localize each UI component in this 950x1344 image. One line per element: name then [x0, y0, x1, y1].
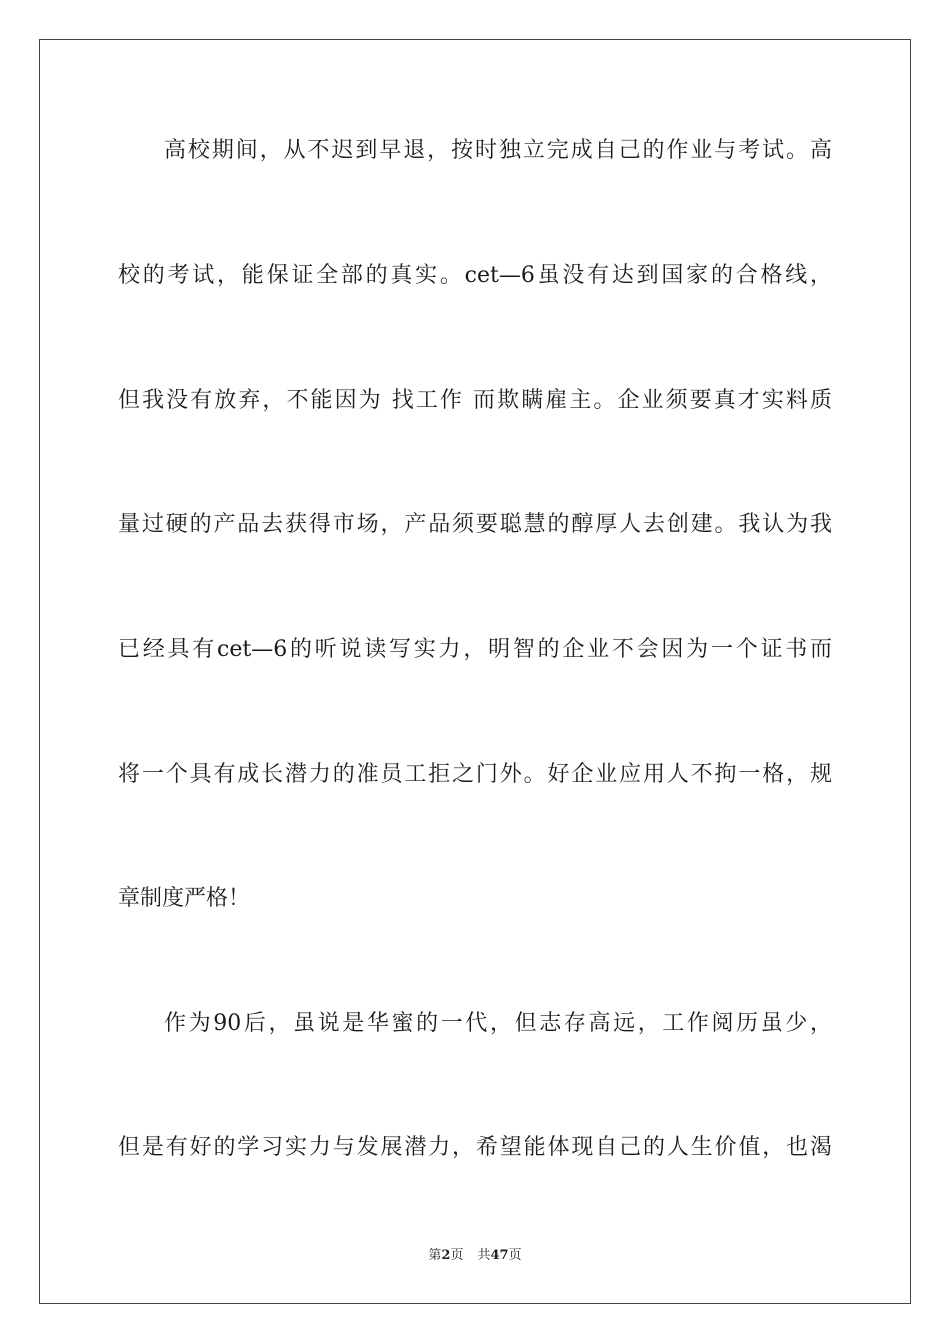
page-footer — [0, 1246, 950, 1266]
body-text-line: 章制度严格！ — [118, 886, 251, 911]
body-text-line: 高校期间，从不迟到早退，按时独立完成自己的作业与考试。高 — [164, 138, 832, 163]
body-text-line: 校的考试，能保证全部的真实。cet—6虽没有达到国家的合格线， — [118, 263, 832, 288]
total-pages: 47 — [490, 1248, 509, 1263]
body-text-line: 作为90后，虽说是华蜜的一代，但志存高远，工作阅历虽少， — [164, 1011, 832, 1036]
page-suffix: 页 — [450, 1248, 464, 1263]
total-suffix: 页 — [508, 1248, 522, 1263]
body-text-line: 将一个具有成长潜力的准员工拒之门外。好企业应用人不拘一格，规 — [118, 762, 832, 787]
body-text-line: 已经具有cet—6的听说读写实力，明智的企业不会因为一个证书而 — [118, 637, 832, 662]
total-prefix: 共 — [477, 1248, 491, 1263]
page-number: 2 — [441, 1248, 451, 1263]
body-text-line: 但是有好的学习实力与发展潜力，希望能体现自己的人生价值，也渴 — [118, 1135, 832, 1160]
page-prefix: 第 — [428, 1248, 442, 1263]
page-border — [39, 39, 911, 1304]
body-text-line: 但我没有放弃，不能因为 找工作 而欺瞒雇主。企业须要真才实料质 — [118, 388, 832, 413]
body-text-line: 量过硬的产品去获得市场，产品须要聪慧的醇厚人去创建。我认为我 — [118, 512, 832, 537]
